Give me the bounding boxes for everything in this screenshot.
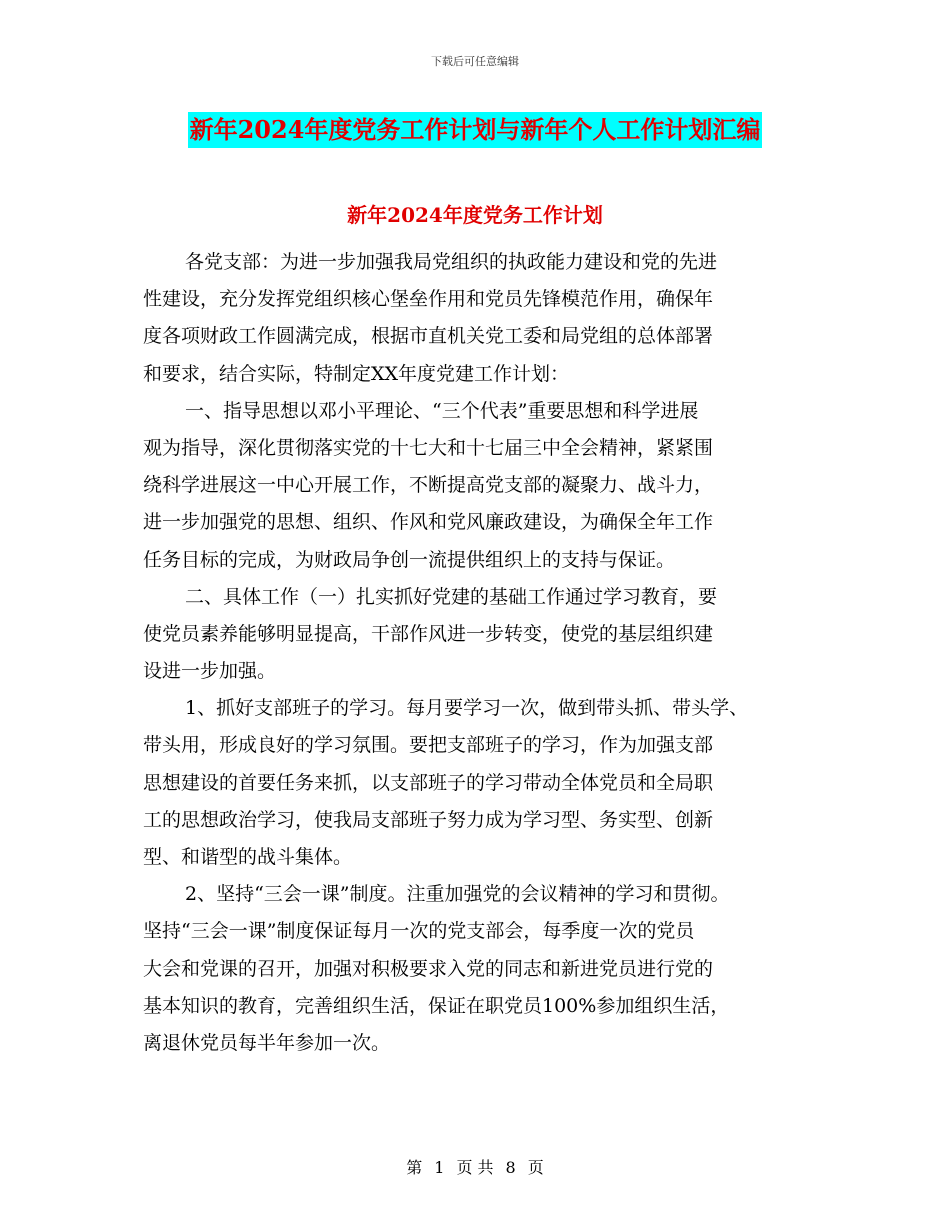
footer-suffix: 页: [527, 1158, 544, 1177]
paragraph-line: 一、指导思想以邓小平理论、“三个代表”重要思想和科学进展: [185, 399, 699, 422]
paragraph-line: 带头用，形成良好的学习氛围。要把支部班子的学习，作为加强支部: [143, 734, 714, 757]
document-title-wrap: [0, 112, 950, 148]
page-footer: [0, 1155, 950, 1178]
paragraph: [143, 690, 823, 876]
paragraph-line: 各党支部：为进一步加强我局党组织的执政能力建设和党的先进: [185, 251, 718, 273]
paragraph-line: 思想建设的首要任务来抓，以支部班子的学习带动全体党员和全局职: [143, 771, 714, 794]
paragraph-line: 进一步加强党的思想、组织、作风和党风廉政建设，为确保全年工作: [143, 511, 714, 534]
paragraph: [143, 244, 823, 393]
paragraph-line: 工的思想政治学习，使我局支部班子努力成为学习型、务实型、创新: [143, 808, 714, 831]
paragraph-line: 使党员素养能够明显提高，干部作风进一步转变，使党的基层组织建: [143, 622, 714, 645]
footer-prefix: 第: [406, 1158, 423, 1177]
paragraph-line: 基本知识的教育，完善组织生活，保证在职党员100%参加组织生活，: [143, 994, 730, 1017]
paragraph: [143, 876, 823, 1062]
paragraph: [143, 393, 823, 579]
paragraph-line: 度各项财政工作圆满完成，根据市直机关党工委和局党组的总体部署: [143, 325, 714, 348]
paragraph-line: 1、抓好支部班子的学习。每月要学习一次，做到带头抓、带头学、: [185, 697, 749, 720]
paragraph-line: 绕科学进展这一中心开展工作，不断提高党支部的凝聚力、战斗力，: [143, 474, 714, 497]
paragraph-line: 和要求，结合实际，特制定XX年度党建工作计划：: [143, 362, 570, 385]
footer-middle: 页 共: [456, 1158, 494, 1177]
page-header: 下载后可任意编辑: [431, 55, 519, 68]
paragraph-line: 任务目标的完成，为财政局争创一流提供组织上的支持与保证。: [143, 548, 676, 571]
current-page-number: 1: [434, 1158, 445, 1177]
paragraph-line: 离退休党员每半年参加一次。: [143, 1031, 391, 1054]
paragraph-line: 坚持“三会一课”制度保证每月一次的党支部会，每季度一次的党员: [143, 920, 695, 943]
section-title: 新年2024年度党务工作计划: [347, 203, 603, 227]
paragraph-line: 二、具体工作（一）扎实抓好党建的基础工作通过学习教育，要: [185, 585, 718, 608]
paragraph-line: 2、坚持“三会一课”制度。注重加强党的会议精神的学习和贯彻。: [185, 883, 730, 906]
paragraph-line: 性建设，充分发挥党组织核心堡垒作用和党员先锋模范作用，确保年: [143, 288, 714, 311]
total-pages: 8: [505, 1158, 516, 1177]
paragraph-line: 观为指导，深化贯彻落实党的十七大和十七届三中全会精神，紧紧围: [143, 436, 714, 459]
paragraph: [143, 579, 823, 691]
document-body: [143, 244, 823, 1062]
paragraph-line: 大会和党课的召开，加强对积极要求入党的同志和新进党员进行党的: [143, 957, 714, 980]
paragraph-line: 型、和谐型的战斗集体。: [143, 846, 353, 868]
paragraph-line: 设进一步加强。: [143, 660, 277, 683]
document-title: 新年2024年度党务工作计划与新年个人工作计划汇编: [188, 112, 763, 148]
